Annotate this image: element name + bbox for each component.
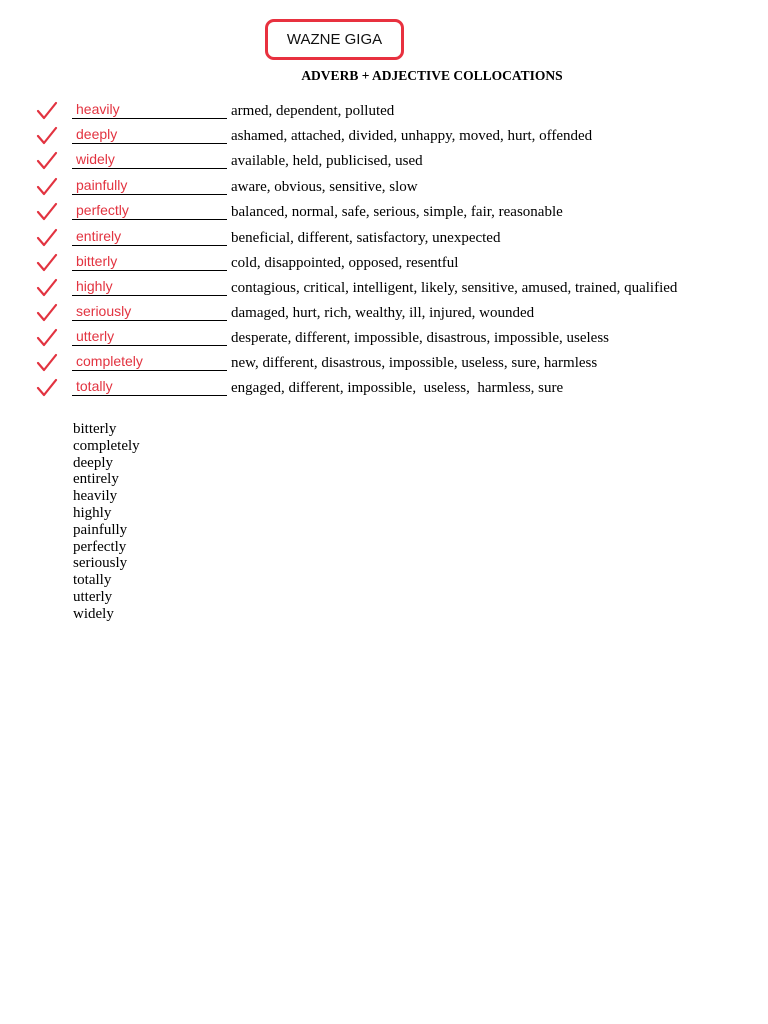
answer-text: deeply: [76, 126, 118, 142]
word-bank-item: completely: [73, 437, 140, 454]
answer-text: completely: [76, 353, 143, 369]
checkmark-icon: [36, 202, 58, 222]
answer-text: painfully: [76, 177, 128, 193]
exercise-row: [0, 202, 768, 227]
word-bank-item: widely: [73, 605, 114, 622]
collocation-words: aware, obvious, sensitive, slow: [231, 179, 418, 195]
checkmark-icon: [36, 328, 58, 348]
answer-blank-line: [72, 143, 227, 144]
collocation-words: beneficial, different, satisfactory, unexpected: [231, 230, 501, 246]
collocation-words: engaged, different, impossible, useless, harmless, sure: [231, 380, 564, 396]
word-bank-item: painfully: [73, 521, 128, 538]
collocation-words: armed, dependent, polluted: [231, 103, 395, 119]
exercise-row: [0, 126, 768, 151]
checkmark-icon: [36, 126, 58, 146]
answer-blank-line: [72, 168, 227, 169]
exercise-row: [0, 151, 768, 176]
word-bank-item: totally: [73, 572, 112, 589]
checkmark-icon: [36, 303, 58, 323]
word-bank-item: heavily: [73, 488, 118, 505]
checkmark-icon: [36, 177, 58, 197]
checkmark-icon: [36, 151, 58, 171]
exercise-row: [0, 101, 768, 126]
word-bank-item: seriously: [73, 555, 128, 572]
answer-blank-line: [72, 370, 227, 371]
collocation-words: cold, disappointed, opposed, resentful: [231, 255, 459, 271]
collocation-words: balanced, normal, safe, serious, simple, fair, reasonable: [231, 204, 563, 220]
word-bank-item: highly: [73, 504, 112, 521]
checkmark-icon: [36, 278, 58, 298]
answer-blank-line: [72, 245, 227, 246]
checkmark-icon: [36, 228, 58, 248]
checkmark-icon: [36, 378, 58, 398]
exercise-row: [0, 253, 768, 278]
answer-text: utterly: [76, 328, 115, 344]
answer-blank-line: [72, 345, 227, 346]
answer-blank-line: [72, 118, 227, 119]
collocation-words: damaged, hurt, rich, wealthy, ill, injured, wounded: [231, 305, 535, 321]
checkmark-icon: [36, 353, 58, 373]
answer-text: highly: [76, 278, 113, 294]
collocation-words: desperate, different, impossible, disastrous, impossible, useless: [231, 330, 609, 346]
collocation-words: contagious, critical, intelligent, likely, sensitive, amused, trained, qualified: [231, 280, 678, 296]
word-bank-item: utterly: [73, 588, 113, 605]
collocation-words: new, different, disastrous, impossible, useless, sure, harmless: [231, 355, 598, 371]
answer-text: totally: [76, 378, 113, 394]
checkmark-icon: [36, 101, 58, 121]
answer-text: perfectly: [76, 202, 129, 218]
word-bank-item: deeply: [73, 454, 113, 471]
answer-blank-line: [72, 395, 227, 396]
exercise-row: [0, 177, 768, 202]
collocation-words: available, held, publicised, used: [231, 153, 423, 169]
stamp-label: WAZNE GIGA: [265, 19, 404, 60]
checkmark-icon: [36, 253, 58, 273]
answer-text: widely: [76, 151, 115, 167]
answer-text: heavily: [76, 101, 120, 117]
word-bank: [73, 421, 140, 623]
answer-blank-line: [72, 194, 227, 195]
word-bank-item: bitterly: [73, 421, 117, 437]
answer-text: entirely: [76, 228, 122, 244]
page-title: ADVERB + ADJECTIVE COLLOCATIONS: [301, 68, 563, 83]
exercise-row: [0, 328, 768, 353]
answer-blank-line: [72, 320, 227, 321]
answer-blank-line: [72, 219, 227, 220]
exercise-row: [0, 378, 768, 403]
answer-text: seriously: [76, 303, 132, 319]
exercise-row: [0, 303, 768, 328]
exercise-row: [0, 353, 768, 378]
word-bank-item: perfectly: [73, 538, 127, 555]
word-bank-item: entirely: [73, 471, 119, 488]
answer-blank-line: [72, 295, 227, 296]
answer-text: bitterly: [76, 253, 118, 269]
answer-blank-line: [72, 270, 227, 271]
exercise-row: [0, 278, 768, 303]
collocation-words: ashamed, attached, divided, unhappy, moved, hurt, offended: [231, 128, 593, 144]
exercise-row: [0, 228, 768, 253]
